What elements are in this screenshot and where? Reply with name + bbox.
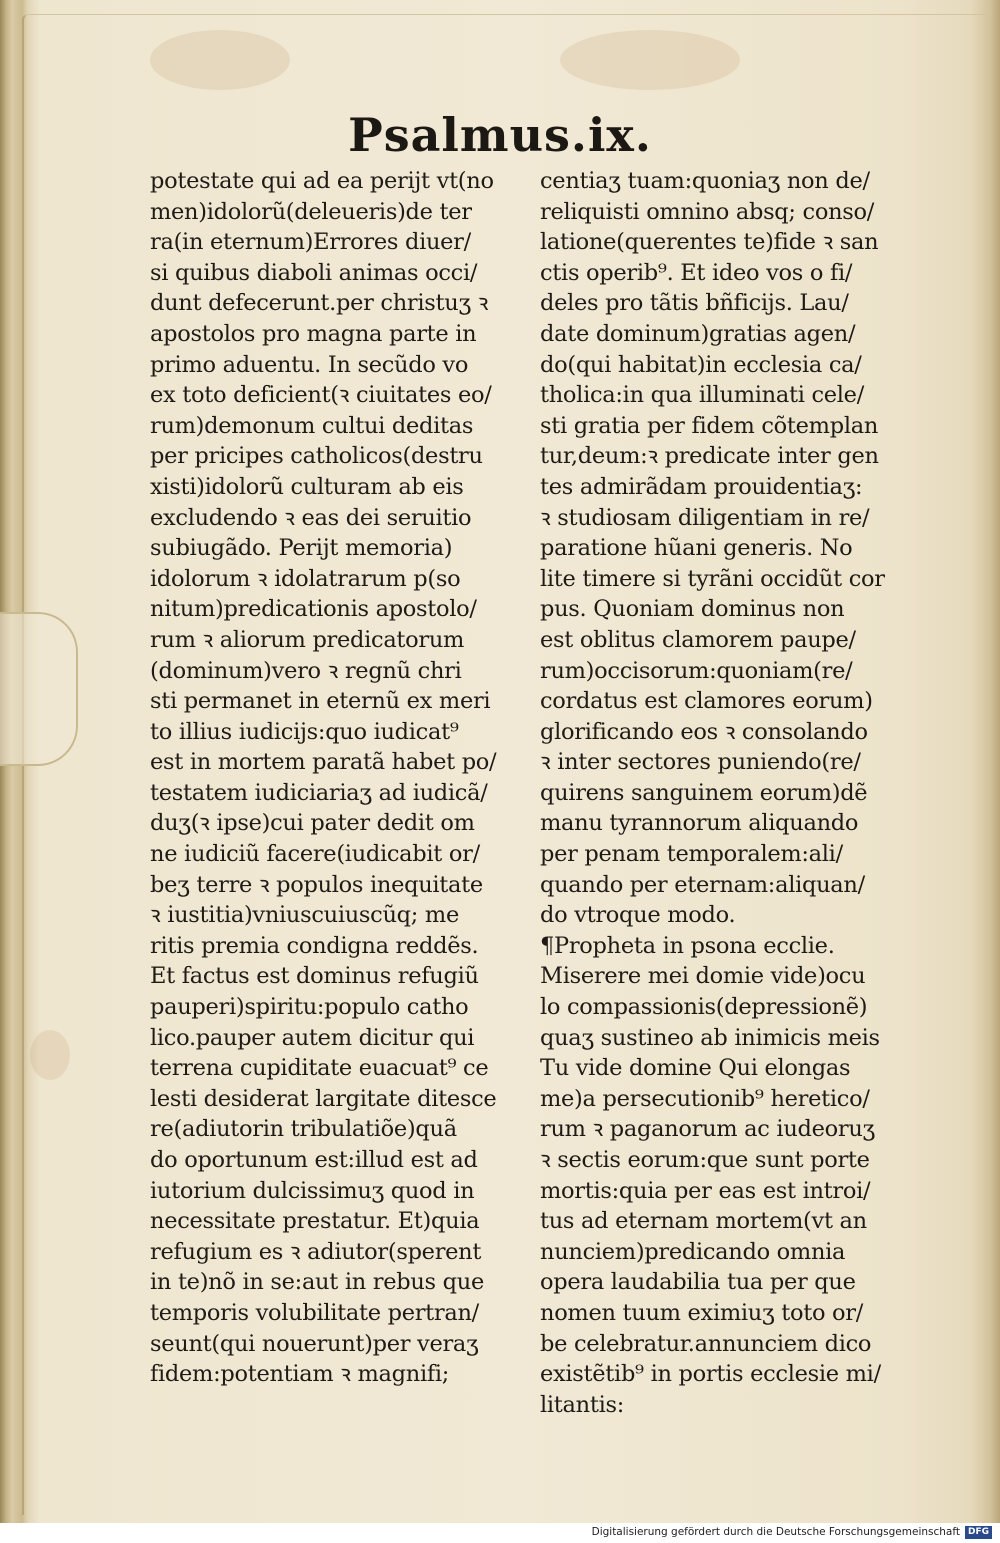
text-line: fidem:potentiam ꝛ magnifi;: [150, 1361, 450, 1388]
text-line: dunt defecerunt.per christuʒ ꝛ: [150, 290, 489, 317]
text-line: centiaʒ tuam:quoniaʒ non de/: [540, 168, 870, 194]
text-line: do(qui habitat)in ecclesia ca/: [540, 351, 862, 378]
text-line: nitum)predicationis apostolo/: [150, 596, 477, 623]
text-line: seunt(qui nouerunt)per veraʒ: [150, 1330, 479, 1357]
text-line: est oblitus clamorem paupe/: [540, 626, 856, 653]
text-line: lo compassionis(depressionẽ): [540, 994, 868, 1021]
text-line: reliquisti omnino absq; conso/: [540, 198, 875, 225]
text-line: temporis volubilitate pertran/: [150, 1299, 479, 1326]
text-line: to illius iudicijs:quo iudicat⁹: [150, 718, 459, 745]
stain: [30, 1030, 70, 1080]
text-line: ra(in eternum)Errores diuer/: [150, 229, 471, 256]
text-line: rum)demonum cultui deditas: [150, 412, 474, 439]
text-line: opera laudabilia tua per que: [540, 1269, 856, 1296]
text-line: xisti)idolorũ culturam ab eis: [150, 473, 464, 500]
text-line: Miserere mei domie vide)ocu: [540, 963, 866, 990]
stain: [560, 30, 740, 90]
text-line: cordatus est clamores eorum): [540, 688, 873, 715]
text-line: rum ꝛ aliorum predicatorum: [150, 626, 465, 653]
text-line: ꝛ studiosam diligentiam in re/: [540, 504, 870, 531]
text-line: subiugãdo. Perijt memoria): [150, 535, 453, 562]
text-line: necessitate prestatur. Et)quia: [150, 1208, 480, 1235]
text-line: excludendo ꝛ eas dei seruitio: [150, 504, 472, 531]
text-line: ctis operib⁹. Et ideo vos o fi/: [540, 259, 853, 286]
text-line: idolorum ꝛ idolatrarum p(so: [150, 565, 461, 592]
right-text-column: [540, 166, 912, 1420]
footer-bar: [0, 1523, 1000, 1543]
text-line: sti permanet in eternũ ex meri: [150, 688, 491, 715]
text-line: (dominum)vero ꝛ regnũ chri: [150, 657, 462, 684]
text-line: pus. Quoniam dominus non: [540, 596, 845, 623]
text-line: tur,deum:ꝛ predicate inter gen: [540, 443, 879, 470]
text-line: tholica:in qua illuminati cele/: [540, 382, 864, 409]
text-line: apostolos pro magna parte in: [150, 320, 477, 347]
text-line: tes admirãdam prouidentiaʒ:: [540, 473, 863, 500]
text-line: deles pro tãtis bñficijs. Lau/: [540, 290, 849, 317]
text-line: do vtroque modo.: [540, 902, 736, 929]
text-line: ne iudiciũ facere(iudicabit or/: [150, 841, 480, 868]
text-line: Et factus est dominus refugiũ: [150, 963, 479, 990]
text-line: rum)occisorum:quoniam(re/: [540, 657, 853, 684]
page-heading: Psalmus.ix.: [348, 108, 652, 162]
text-line: latione(querentes te)fide ꝛ san: [540, 229, 879, 256]
text-line: testatem iudiciariaʒ ad iudicã/: [150, 779, 488, 806]
text-line: pauperi)spiritu:populo catho: [150, 994, 469, 1021]
funding-note: Digitalisierung gefördert durch die Deutsche Forschungsgemeinschaft: [591, 1526, 960, 1538]
stain: [150, 30, 290, 90]
text-line: be celebratur.annunciem dico: [540, 1330, 872, 1357]
text-line: nunciem)predicando omnia: [540, 1238, 846, 1265]
text-line: iutorium dulcissimuʒ quod in: [150, 1177, 475, 1204]
text-line: re(adiutorin tribulatiõe)quã: [150, 1116, 457, 1143]
text-line: primo aduentu. In secũdo vo: [150, 351, 469, 378]
binding-tab: [0, 612, 78, 766]
text-line: manu tyrannorum aliquando: [540, 810, 859, 837]
text-line: paratione hũani generis. No: [540, 535, 853, 562]
text-line: per pricipes catholicos(destru: [150, 443, 483, 470]
text-line: sti gratia per fidem cõtemplan: [540, 412, 879, 439]
text-line: in te)nõ in se:aut in rebus que: [150, 1269, 484, 1296]
text-line: ꝛ inter sectores puniendo(re/: [540, 749, 861, 776]
text-line: existẽtib⁹ in portis ecclesie mi/: [540, 1361, 881, 1388]
left-text-column: [150, 166, 528, 1390]
text-line: potestate qui ad ea perijt vt(no: [150, 168, 494, 194]
text-line: refugium es ꝛ adiutor(sperent: [150, 1238, 482, 1265]
text-line: me)a persecutionib⁹ heretico/: [540, 1085, 870, 1112]
text-line: quirens sanguinem eorum)dẽ: [540, 779, 868, 806]
text-line: lico.pauper autem dicitur qui: [150, 1024, 475, 1051]
text-line: litantis:: [540, 1391, 625, 1418]
dfg-logo: DFG: [965, 1526, 992, 1539]
text-line: quaʒ sustineo ab inimicis meis: [540, 1024, 880, 1051]
text-line: glorificando eos ꝛ consolando: [540, 718, 868, 745]
text-line: ritis premia condigna reddẽs.: [150, 932, 479, 959]
text-line: lite timere si tyrãni occidũt cor: [540, 565, 885, 592]
text-line: Tu vide domine Qui elongas: [540, 1055, 851, 1082]
text-line: men)idolorũ(deleueris)de ter: [150, 198, 472, 225]
text-line: est in mortem paratã habet po/: [150, 749, 497, 776]
text-line: ꝛ sectis eorum:que sunt porte: [540, 1147, 870, 1173]
text-line: per penam temporalem:ali/: [540, 841, 843, 868]
text-line: rum ꝛ paganorum ac iudeoruʒ: [540, 1116, 875, 1143]
text-line: beʒ terre ꝛ populos inequitate: [150, 871, 483, 898]
text-line: nomen tuum eximiuʒ toto or/: [540, 1299, 864, 1326]
text-line: si quibus diaboli animas occi/: [150, 259, 478, 286]
text-line: lesti desiderat largitate ditesce: [150, 1085, 497, 1112]
text-line: ex toto deficient(ꝛ ciuitates eo/: [150, 382, 492, 409]
text-line: do oportunum est:illud est ad: [150, 1147, 478, 1173]
text-line: ꝛ iustitia)vniuscuiuscũq; me: [150, 902, 459, 929]
text-line: mortis:quia per eas est introi/: [540, 1177, 871, 1204]
text-line: date dominum)gratias agen/: [540, 320, 856, 347]
text-line: quando per eternam:aliquan/: [540, 871, 865, 898]
text-line: tus ad eternam mortem(vt an: [540, 1208, 867, 1235]
text-line: ¶Propheta in psona ecclie.: [540, 932, 835, 959]
text-line: terrena cupiditate euacuat⁹ ce: [150, 1055, 489, 1082]
text-line: duʒ(ꝛ ipse)cui pater dedit om: [150, 810, 475, 837]
